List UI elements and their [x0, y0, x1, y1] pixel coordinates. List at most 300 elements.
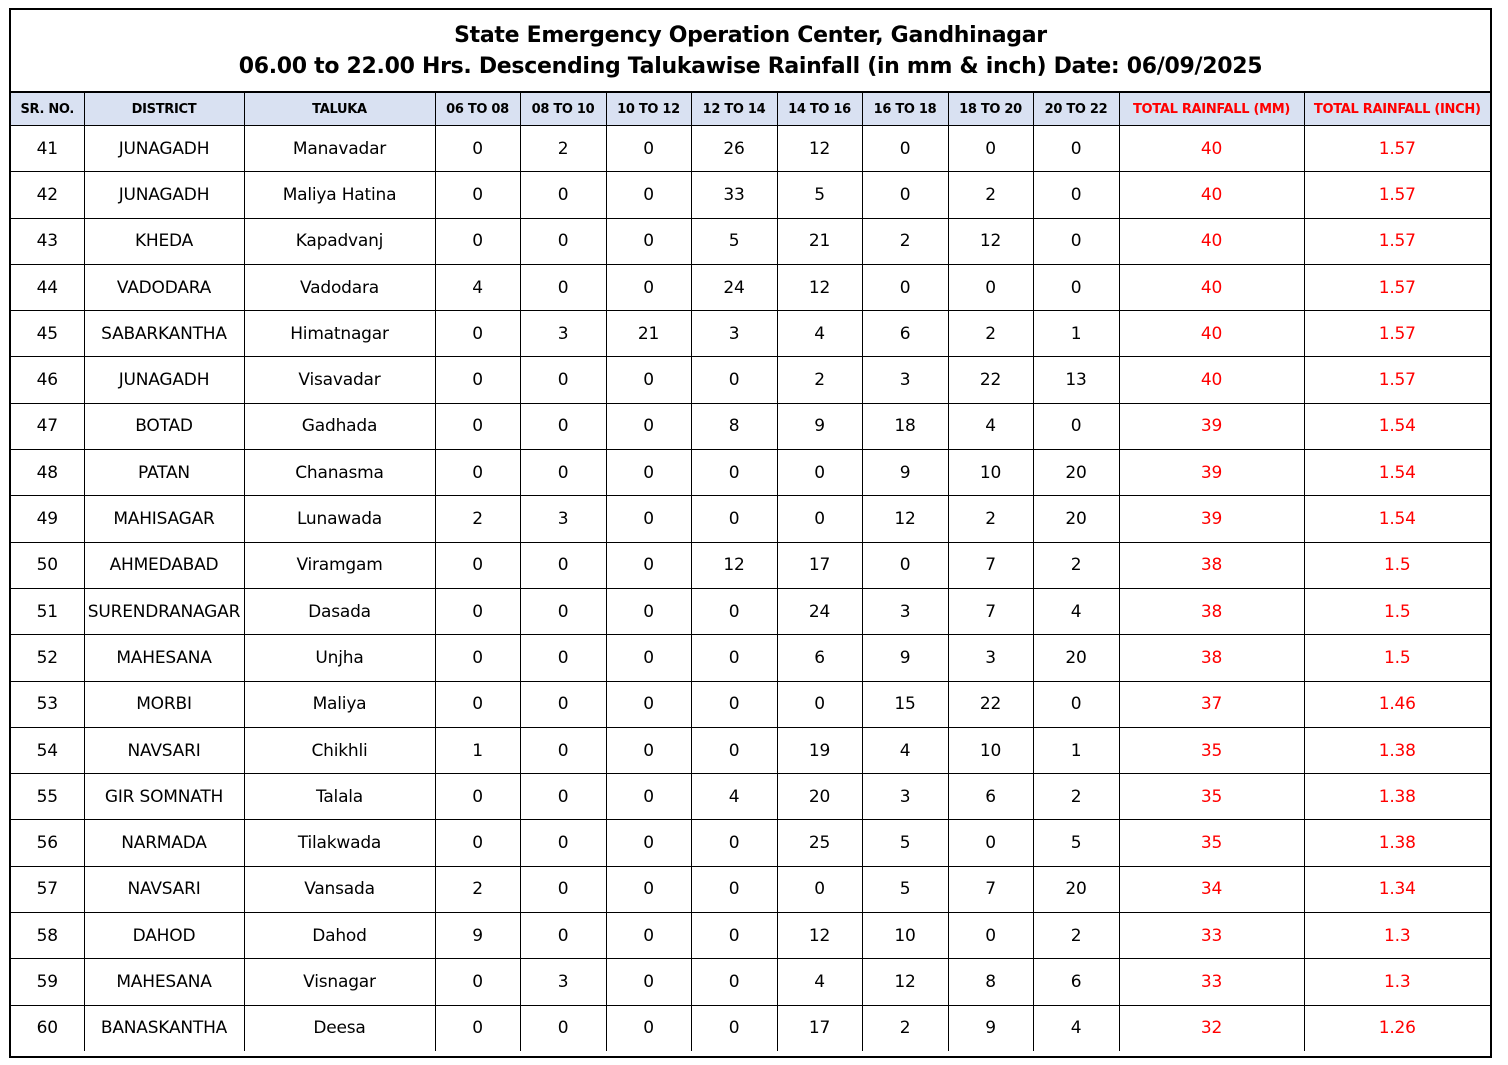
cell-20-to-22: 2	[1033, 542, 1119, 588]
cell-district: PATAN	[84, 450, 244, 496]
cell-total-rainfall-mm: 33	[1119, 959, 1304, 1005]
cell-10-to-12: 21	[606, 311, 691, 357]
cell-taluka: Dasada	[244, 588, 435, 634]
cell-10-to-12: 0	[606, 126, 691, 172]
cell-20-to-22: 4	[1033, 588, 1119, 634]
cell-14-to-16: 17	[777, 542, 862, 588]
cell-18-to-20: 10	[948, 727, 1033, 773]
cell-18-to-20: 4	[948, 403, 1033, 449]
cell-18-to-20: 2	[948, 172, 1033, 218]
cell-total-rainfall-inch: 1.57	[1304, 264, 1490, 310]
cell-20-to-22: 0	[1033, 126, 1119, 172]
cell-sr-no: 46	[11, 357, 84, 403]
cell-taluka: Chanasma	[244, 450, 435, 496]
cell-14-to-16: 19	[777, 727, 862, 773]
cell-16-to-18: 9	[862, 450, 948, 496]
cell-12-to-14: 3	[691, 311, 777, 357]
cell-12-to-14: 0	[691, 450, 777, 496]
cell-16-to-18: 15	[862, 681, 948, 727]
cell-14-to-16: 6	[777, 635, 862, 681]
cell-18-to-20: 7	[948, 866, 1033, 912]
cell-12-to-14: 0	[691, 588, 777, 634]
cell-06-to-08: 0	[435, 635, 520, 681]
cell-10-to-12: 0	[606, 357, 691, 403]
cell-sr-no: 54	[11, 727, 84, 773]
cell-total-rainfall-mm: 39	[1119, 496, 1304, 542]
cell-20-to-22: 2	[1033, 774, 1119, 820]
cell-sr-no: 42	[11, 172, 84, 218]
cell-18-to-20: 3	[948, 635, 1033, 681]
cell-12-to-14: 0	[691, 496, 777, 542]
cell-16-to-18: 4	[862, 727, 948, 773]
cell-total-rainfall-inch: 1.38	[1304, 820, 1490, 866]
cell-total-rainfall-mm: 33	[1119, 913, 1304, 959]
cell-total-rainfall-mm: 40	[1119, 264, 1304, 310]
cell-10-to-12: 0	[606, 450, 691, 496]
table-header-row	[11, 93, 1490, 126]
cell-total-rainfall-inch: 1.5	[1304, 588, 1490, 634]
cell-total-rainfall-mm: 32	[1119, 1005, 1304, 1051]
cell-08-to-10: 0	[520, 866, 606, 912]
cell-08-to-10: 0	[520, 542, 606, 588]
cell-sr-no: 49	[11, 496, 84, 542]
cell-total-rainfall-mm: 39	[1119, 450, 1304, 496]
cell-18-to-20: 12	[948, 218, 1033, 264]
cell-14-to-16: 0	[777, 681, 862, 727]
cell-06-to-08: 0	[435, 450, 520, 496]
column-header-district: DISTRICT	[84, 93, 244, 126]
cell-08-to-10: 0	[520, 264, 606, 310]
cell-06-to-08: 1	[435, 727, 520, 773]
column-header-20-to-22: 20 TO 22	[1033, 93, 1119, 126]
cell-taluka: Dahod	[244, 913, 435, 959]
cell-district: GIR SOMNATH	[84, 774, 244, 820]
cell-14-to-16: 0	[777, 496, 862, 542]
cell-14-to-16: 12	[777, 913, 862, 959]
cell-district: JUNAGADH	[84, 126, 244, 172]
cell-20-to-22: 2	[1033, 913, 1119, 959]
cell-sr-no: 51	[11, 588, 84, 634]
cell-18-to-20: 0	[948, 126, 1033, 172]
cell-14-to-16: 9	[777, 403, 862, 449]
cell-total-rainfall-mm: 39	[1119, 403, 1304, 449]
cell-08-to-10: 2	[520, 126, 606, 172]
cell-district: JUNAGADH	[84, 172, 244, 218]
cell-16-to-18: 0	[862, 264, 948, 310]
cell-total-rainfall-mm: 38	[1119, 635, 1304, 681]
cell-10-to-12: 0	[606, 496, 691, 542]
report-subtitle: 06.00 to 22.00 Hrs. Descending Talukawise Rainfall (in mm & inch) Date: 06/09/2025	[238, 53, 1263, 79]
cell-16-to-18: 0	[862, 126, 948, 172]
table-row	[11, 774, 1490, 820]
cell-08-to-10: 0	[520, 727, 606, 773]
cell-total-rainfall-inch: 1.3	[1304, 913, 1490, 959]
cell-16-to-18: 10	[862, 913, 948, 959]
cell-12-to-14: 26	[691, 126, 777, 172]
cell-06-to-08: 0	[435, 311, 520, 357]
cell-12-to-14: 24	[691, 264, 777, 310]
cell-taluka: Lunawada	[244, 496, 435, 542]
column-header-12-to-14: 12 TO 14	[691, 93, 777, 126]
cell-10-to-12: 0	[606, 913, 691, 959]
cell-sr-no: 58	[11, 913, 84, 959]
cell-06-to-08: 0	[435, 588, 520, 634]
table-row	[11, 727, 1490, 773]
table-row	[11, 542, 1490, 588]
column-header-06-to-08: 06 TO 08	[435, 93, 520, 126]
cell-08-to-10: 0	[520, 913, 606, 959]
cell-20-to-22: 0	[1033, 264, 1119, 310]
cell-08-to-10: 0	[520, 635, 606, 681]
cell-taluka: Unjha	[244, 635, 435, 681]
cell-total-rainfall-mm: 40	[1119, 126, 1304, 172]
cell-10-to-12: 0	[606, 681, 691, 727]
cell-16-to-18: 2	[862, 1005, 948, 1051]
cell-16-to-18: 18	[862, 403, 948, 449]
cell-taluka: Maliya Hatina	[244, 172, 435, 218]
cell-taluka: Himatnagar	[244, 311, 435, 357]
cell-08-to-10: 0	[520, 403, 606, 449]
cell-total-rainfall-mm: 37	[1119, 681, 1304, 727]
cell-taluka: Vadodara	[244, 264, 435, 310]
cell-total-rainfall-inch: 1.38	[1304, 774, 1490, 820]
table-row	[11, 959, 1490, 1005]
cell-total-rainfall-mm: 40	[1119, 172, 1304, 218]
cell-total-rainfall-mm: 38	[1119, 542, 1304, 588]
cell-06-to-08: 0	[435, 218, 520, 264]
table-row	[11, 588, 1490, 634]
cell-18-to-20: 6	[948, 774, 1033, 820]
cell-12-to-14: 4	[691, 774, 777, 820]
table-row	[11, 218, 1490, 264]
cell-20-to-22: 0	[1033, 172, 1119, 218]
cell-12-to-14: 8	[691, 403, 777, 449]
cell-06-to-08: 2	[435, 496, 520, 542]
cell-sr-no: 47	[11, 403, 84, 449]
table-row	[11, 1005, 1490, 1051]
cell-12-to-14: 5	[691, 218, 777, 264]
cell-sr-no: 43	[11, 218, 84, 264]
cell-12-to-14: 0	[691, 727, 777, 773]
cell-total-rainfall-inch: 1.57	[1304, 126, 1490, 172]
cell-18-to-20: 7	[948, 542, 1033, 588]
cell-total-rainfall-inch: 1.46	[1304, 681, 1490, 727]
cell-14-to-16: 17	[777, 1005, 862, 1051]
cell-16-to-18: 2	[862, 218, 948, 264]
cell-08-to-10: 0	[520, 357, 606, 403]
cell-total-rainfall-inch: 1.57	[1304, 218, 1490, 264]
cell-sr-no: 56	[11, 820, 84, 866]
cell-08-to-10: 0	[520, 820, 606, 866]
cell-18-to-20: 0	[948, 820, 1033, 866]
cell-16-to-18: 12	[862, 496, 948, 542]
cell-14-to-16: 4	[777, 311, 862, 357]
cell-20-to-22: 20	[1033, 635, 1119, 681]
cell-18-to-20: 7	[948, 588, 1033, 634]
cell-taluka: Kapadvanj	[244, 218, 435, 264]
cell-10-to-12: 0	[606, 588, 691, 634]
cell-taluka: Chikhli	[244, 727, 435, 773]
cell-14-to-16: 0	[777, 866, 862, 912]
cell-district: BOTAD	[84, 403, 244, 449]
cell-district: NARMADA	[84, 820, 244, 866]
column-header-taluka: TALUKA	[244, 93, 435, 126]
cell-sr-no: 53	[11, 681, 84, 727]
cell-taluka: Vansada	[244, 866, 435, 912]
cell-taluka: Talala	[244, 774, 435, 820]
cell-total-rainfall-mm: 40	[1119, 357, 1304, 403]
report-title: State Emergency Operation Center, Gandhinagar	[454, 22, 1047, 48]
cell-total-rainfall-mm: 38	[1119, 588, 1304, 634]
column-header-total-rainfall-mm: TOTAL RAINFALL (MM)	[1119, 93, 1304, 126]
cell-14-to-16: 20	[777, 774, 862, 820]
cell-18-to-20: 9	[948, 1005, 1033, 1051]
table-row	[11, 635, 1490, 681]
cell-district: SABARKANTHA	[84, 311, 244, 357]
cell-20-to-22: 6	[1033, 959, 1119, 1005]
cell-20-to-22: 5	[1033, 820, 1119, 866]
cell-06-to-08: 0	[435, 820, 520, 866]
cell-district: MAHESANA	[84, 635, 244, 681]
cell-08-to-10: 0	[520, 450, 606, 496]
cell-08-to-10: 0	[520, 774, 606, 820]
table-row	[11, 264, 1490, 310]
table-row	[11, 913, 1490, 959]
cell-total-rainfall-inch: 1.57	[1304, 357, 1490, 403]
cell-district: MAHESANA	[84, 959, 244, 1005]
cell-district: NAVSARI	[84, 866, 244, 912]
cell-total-rainfall-inch: 1.54	[1304, 450, 1490, 496]
cell-06-to-08: 2	[435, 866, 520, 912]
cell-20-to-22: 20	[1033, 496, 1119, 542]
cell-sr-no: 57	[11, 866, 84, 912]
cell-12-to-14: 0	[691, 913, 777, 959]
cell-taluka: Visnagar	[244, 959, 435, 1005]
cell-10-to-12: 0	[606, 866, 691, 912]
table-row	[11, 450, 1490, 496]
cell-18-to-20: 0	[948, 913, 1033, 959]
cell-14-to-16: 2	[777, 357, 862, 403]
cell-16-to-18: 6	[862, 311, 948, 357]
cell-total-rainfall-inch: 1.38	[1304, 727, 1490, 773]
cell-18-to-20: 10	[948, 450, 1033, 496]
cell-12-to-14: 0	[691, 681, 777, 727]
column-header-16-to-18: 16 TO 18	[862, 93, 948, 126]
table-row	[11, 820, 1490, 866]
cell-taluka: Manavadar	[244, 126, 435, 172]
cell-20-to-22: 13	[1033, 357, 1119, 403]
cell-18-to-20: 0	[948, 264, 1033, 310]
cell-total-rainfall-inch: 1.34	[1304, 866, 1490, 912]
cell-06-to-08: 0	[435, 542, 520, 588]
cell-18-to-20: 8	[948, 959, 1033, 1005]
cell-total-rainfall-inch: 1.5	[1304, 635, 1490, 681]
cell-10-to-12: 0	[606, 774, 691, 820]
cell-12-to-14: 33	[691, 172, 777, 218]
cell-08-to-10: 0	[520, 218, 606, 264]
cell-total-rainfall-inch: 1.54	[1304, 403, 1490, 449]
cell-10-to-12: 0	[606, 403, 691, 449]
cell-16-to-18: 5	[862, 820, 948, 866]
cell-district: SURENDRANAGAR	[84, 588, 244, 634]
cell-18-to-20: 22	[948, 681, 1033, 727]
cell-14-to-16: 0	[777, 450, 862, 496]
cell-10-to-12: 0	[606, 172, 691, 218]
table-row	[11, 357, 1490, 403]
cell-06-to-08: 0	[435, 403, 520, 449]
column-header-10-to-12: 10 TO 12	[606, 93, 691, 126]
cell-20-to-22: 0	[1033, 403, 1119, 449]
cell-14-to-16: 5	[777, 172, 862, 218]
cell-08-to-10: 3	[520, 959, 606, 1005]
cell-20-to-22: 4	[1033, 1005, 1119, 1051]
cell-total-rainfall-inch: 1.54	[1304, 496, 1490, 542]
cell-06-to-08: 0	[435, 126, 520, 172]
column-header-08-to-10: 08 TO 10	[520, 93, 606, 126]
column-header-18-to-20: 18 TO 20	[948, 93, 1033, 126]
cell-06-to-08: 0	[435, 959, 520, 1005]
cell-total-rainfall-inch: 1.57	[1304, 172, 1490, 218]
cell-08-to-10: 0	[520, 588, 606, 634]
cell-total-rainfall-inch: 1.3	[1304, 959, 1490, 1005]
cell-06-to-08: 0	[435, 1005, 520, 1051]
cell-10-to-12: 0	[606, 1005, 691, 1051]
cell-district: BANASKANTHA	[84, 1005, 244, 1051]
cell-10-to-12: 0	[606, 959, 691, 1005]
table-row	[11, 866, 1490, 912]
cell-16-to-18: 3	[862, 588, 948, 634]
cell-taluka: Gadhada	[244, 403, 435, 449]
cell-taluka: Deesa	[244, 1005, 435, 1051]
cell-16-to-18: 5	[862, 866, 948, 912]
cell-total-rainfall-mm: 35	[1119, 727, 1304, 773]
cell-12-to-14: 12	[691, 542, 777, 588]
cell-sr-no: 52	[11, 635, 84, 681]
cell-10-to-12: 0	[606, 727, 691, 773]
cell-sr-no: 44	[11, 264, 84, 310]
cell-08-to-10: 3	[520, 496, 606, 542]
cell-16-to-18: 0	[862, 172, 948, 218]
cell-16-to-18: 9	[862, 635, 948, 681]
cell-sr-no: 50	[11, 542, 84, 588]
cell-08-to-10: 0	[520, 681, 606, 727]
cell-14-to-16: 12	[777, 126, 862, 172]
table-row	[11, 311, 1490, 357]
cell-total-rainfall-mm: 40	[1119, 311, 1304, 357]
cell-14-to-16: 24	[777, 588, 862, 634]
cell-06-to-08: 0	[435, 681, 520, 727]
cell-20-to-22: 20	[1033, 866, 1119, 912]
report-title-block	[11, 10, 1490, 93]
cell-20-to-22: 20	[1033, 450, 1119, 496]
cell-08-to-10: 3	[520, 311, 606, 357]
table-row	[11, 126, 1490, 172]
cell-12-to-14: 0	[691, 1005, 777, 1051]
cell-district: JUNAGADH	[84, 357, 244, 403]
cell-taluka: Tilakwada	[244, 820, 435, 866]
cell-20-to-22: 0	[1033, 218, 1119, 264]
cell-16-to-18: 12	[862, 959, 948, 1005]
cell-06-to-08: 9	[435, 913, 520, 959]
cell-18-to-20: 2	[948, 311, 1033, 357]
cell-06-to-08: 0	[435, 774, 520, 820]
cell-14-to-16: 21	[777, 218, 862, 264]
cell-12-to-14: 0	[691, 357, 777, 403]
cell-14-to-16: 25	[777, 820, 862, 866]
cell-district: NAVSARI	[84, 727, 244, 773]
cell-16-to-18: 3	[862, 357, 948, 403]
cell-district: AHMEDABAD	[84, 542, 244, 588]
column-header-14-to-16: 14 TO 16	[777, 93, 862, 126]
rainfall-report-sheet	[9, 8, 1492, 1058]
cell-taluka: Maliya	[244, 681, 435, 727]
cell-total-rainfall-inch: 1.57	[1304, 311, 1490, 357]
cell-08-to-10: 0	[520, 172, 606, 218]
cell-total-rainfall-mm: 40	[1119, 218, 1304, 264]
cell-total-rainfall-inch: 1.26	[1304, 1005, 1490, 1051]
cell-06-to-08: 0	[435, 172, 520, 218]
cell-sr-no: 41	[11, 126, 84, 172]
cell-18-to-20: 22	[948, 357, 1033, 403]
cell-14-to-16: 4	[777, 959, 862, 1005]
cell-10-to-12: 0	[606, 264, 691, 310]
cell-sr-no: 59	[11, 959, 84, 1005]
cell-sr-no: 48	[11, 450, 84, 496]
table-row	[11, 496, 1490, 542]
cell-district: MORBI	[84, 681, 244, 727]
cell-10-to-12: 0	[606, 218, 691, 264]
cell-08-to-10: 0	[520, 1005, 606, 1051]
cell-total-rainfall-inch: 1.5	[1304, 542, 1490, 588]
cell-district: KHEDA	[84, 218, 244, 264]
cell-10-to-12: 0	[606, 542, 691, 588]
cell-20-to-22: 1	[1033, 311, 1119, 357]
table-row	[11, 681, 1490, 727]
cell-10-to-12: 0	[606, 820, 691, 866]
cell-12-to-14: 0	[691, 635, 777, 681]
cell-20-to-22: 1	[1033, 727, 1119, 773]
cell-18-to-20: 2	[948, 496, 1033, 542]
column-header-total-rainfall-inch: TOTAL RAINFALL (INCH)	[1304, 93, 1490, 126]
cell-14-to-16: 12	[777, 264, 862, 310]
cell-10-to-12: 0	[606, 635, 691, 681]
cell-06-to-08: 4	[435, 264, 520, 310]
cell-20-to-22: 0	[1033, 681, 1119, 727]
cell-sr-no: 60	[11, 1005, 84, 1051]
table-row	[11, 172, 1490, 218]
table-body	[11, 126, 1490, 1051]
cell-total-rainfall-mm: 35	[1119, 774, 1304, 820]
cell-district: MAHISAGAR	[84, 496, 244, 542]
rainfall-table	[11, 93, 1490, 1051]
cell-district: VADODARA	[84, 264, 244, 310]
cell-06-to-08: 0	[435, 357, 520, 403]
cell-sr-no: 45	[11, 311, 84, 357]
column-header-sr-no: SR. NO.	[11, 93, 84, 126]
table-row	[11, 403, 1490, 449]
cell-sr-no: 55	[11, 774, 84, 820]
cell-taluka: Viramgam	[244, 542, 435, 588]
cell-district: DAHOD	[84, 913, 244, 959]
cell-12-to-14: 0	[691, 820, 777, 866]
cell-16-to-18: 0	[862, 542, 948, 588]
cell-total-rainfall-mm: 34	[1119, 866, 1304, 912]
cell-12-to-14: 0	[691, 866, 777, 912]
cell-taluka: Visavadar	[244, 357, 435, 403]
cell-12-to-14: 0	[691, 959, 777, 1005]
cell-16-to-18: 3	[862, 774, 948, 820]
cell-total-rainfall-mm: 35	[1119, 820, 1304, 866]
